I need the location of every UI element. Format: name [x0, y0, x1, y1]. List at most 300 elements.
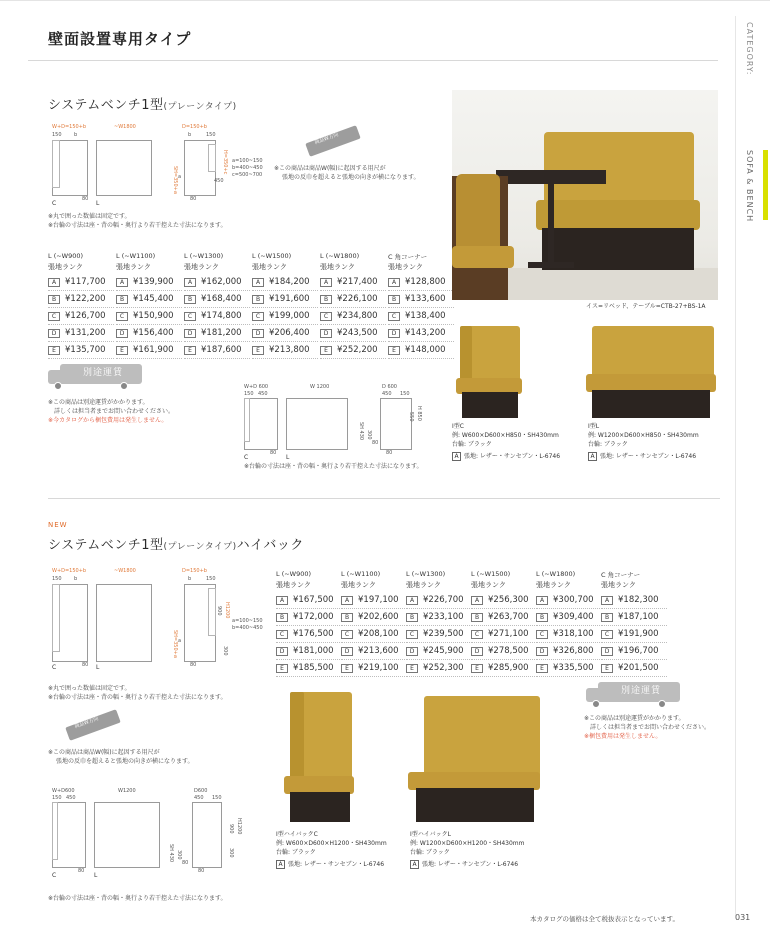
rank-badge: B: [388, 295, 400, 304]
rank-badge: C: [252, 312, 264, 321]
rank-badge: A: [252, 278, 264, 287]
dim-label: 150: [244, 391, 254, 397]
roll-note: 張地の反巾を超えると張地の向きが横になります。: [282, 174, 420, 181]
rank-badge: D: [320, 329, 332, 338]
price-row: [601, 660, 667, 677]
price-row: [184, 291, 250, 308]
price-value: ¥128,800: [405, 277, 446, 287]
dim-label: b: [188, 132, 192, 138]
price-row: [184, 325, 250, 342]
section2-title-sub: (プレーンタイプ): [163, 542, 237, 552]
rank-header: 張地ランク: [601, 581, 636, 589]
price-column: [116, 252, 182, 359]
product-fabric: [588, 452, 699, 461]
dim-label: 150: [52, 132, 62, 138]
rank-header: 張地ランク: [184, 263, 219, 271]
price-value: ¥213,800: [269, 345, 310, 355]
price-value: ¥176,500: [293, 629, 334, 639]
dim-label: H1200: [224, 602, 230, 619]
price-column: [536, 570, 602, 677]
rank-badge: B: [536, 613, 548, 622]
rank-badge: A: [406, 596, 418, 605]
section-divider: [48, 498, 720, 499]
rank-badge: D: [116, 329, 128, 338]
price-column: [184, 252, 250, 359]
product-name: I型ハイバックL: [410, 831, 451, 838]
rank-badge: D: [388, 329, 400, 338]
dim-label: 300: [366, 430, 372, 440]
product-spec: 例: W600×D600×H1200・SH430mm: [276, 840, 387, 847]
side-view: [192, 802, 222, 868]
product-caption: [410, 830, 525, 869]
price-value: ¥226,100: [337, 294, 378, 304]
dim-label: L: [94, 872, 98, 879]
price-value: ¥181,200: [201, 328, 242, 338]
side-section-label: SOFA & BENCH: [745, 150, 754, 223]
rank-badge: C: [184, 312, 196, 321]
price-row: [536, 660, 602, 677]
fixed-value-note: ※丸で囲った数値は固定です。: [48, 685, 131, 692]
price-value: ¥208,100: [358, 629, 399, 639]
price-value: ¥143,200: [405, 328, 446, 338]
price-value: ¥285,900: [488, 663, 529, 673]
price-value: ¥252,200: [337, 345, 378, 355]
product-name: I型ハイバックC: [276, 831, 318, 838]
rank-badge: D: [536, 647, 548, 656]
rank-badge: B: [48, 295, 60, 304]
product-base: 台輪: ブラック: [588, 441, 628, 448]
shipping-note: 詳しくは担当者までお問い合わせください。: [590, 724, 711, 731]
dim-label: W+D=150+b: [52, 124, 87, 130]
price-value: ¥138,400: [405, 311, 446, 321]
price-column: [406, 570, 472, 677]
price-value: ¥162,000: [201, 277, 242, 287]
rank-badge: C: [116, 312, 128, 321]
price-row: [471, 609, 537, 626]
price-row: [601, 626, 667, 643]
price-row: [116, 325, 182, 342]
dim-label: H=350+c: [222, 150, 228, 175]
dim-label: W+D=150+b: [52, 568, 87, 574]
price-column: [252, 252, 318, 359]
rank-badge: B: [471, 613, 483, 622]
price-row: [276, 592, 342, 609]
roll-label: 商品W方向: [313, 131, 340, 147]
dim-label: 150: [212, 795, 222, 801]
price-value: ¥256,300: [488, 595, 529, 605]
dim-label: SH=350+a: [172, 166, 178, 194]
price-value: ¥309,400: [553, 612, 594, 622]
section2-title: [48, 534, 304, 553]
base-size-note: ※台輪の寸法は座・背の幅・奥行より若干控えた寸法になります。: [48, 694, 227, 701]
shipping-badge-label: 別途運賃: [82, 368, 123, 378]
dim-label: D 600: [382, 384, 397, 390]
dim-label: a: [178, 174, 182, 180]
dim-label: b: [74, 576, 78, 582]
shipping-note: ※この商品は別途運賃がかかります。: [48, 399, 149, 406]
rank-badge: E: [252, 346, 264, 355]
front-view: [286, 398, 348, 450]
base-size-note: ※台輪の寸法は座・背の幅・奥行より若干控えた寸法になります。: [244, 463, 423, 470]
rank-header: 張地ランク: [471, 581, 506, 589]
dim-label: 150: [52, 576, 62, 582]
price-value: ¥233,100: [423, 612, 464, 622]
rank-header: 張地ランク: [388, 263, 423, 271]
dim-label: H 850: [416, 406, 422, 421]
dim-label: 80: [82, 662, 89, 668]
roll-note: ※この商品は商品W(幅)に起因する用尺が: [48, 749, 160, 756]
fabric-mark: A: [276, 860, 285, 869]
dim-label: C: [52, 664, 57, 671]
back-panel: [52, 584, 60, 652]
rank-badge: B: [406, 613, 418, 622]
price-value: ¥196,700: [618, 646, 659, 656]
price-row: [252, 342, 318, 359]
product-base: 台輪: ブラック: [276, 849, 316, 856]
section1-room-photo: [452, 90, 718, 300]
price-value: ¥148,000: [405, 345, 446, 355]
dim-label: 150: [400, 391, 410, 397]
price-column: [601, 570, 667, 677]
size-header: L (~W1800): [536, 570, 576, 578]
price-row: [276, 643, 342, 660]
price-value: ¥139,900: [133, 277, 174, 287]
size-header: C 角コーナー: [388, 253, 428, 261]
section2-dimension-example: [48, 788, 248, 884]
packing-note: ※今カタログから梱包費用は発生しません。: [48, 417, 168, 424]
product-fabric: [410, 860, 525, 869]
product-fabric: [452, 452, 560, 461]
price-value: ¥187,600: [201, 345, 242, 355]
price-row: [276, 660, 342, 677]
price-row: [116, 274, 182, 291]
side-view: [380, 398, 412, 450]
price-value: ¥135,700: [65, 345, 106, 355]
section1-dimension-diagram: [48, 122, 268, 212]
size-header: L (~W1500): [252, 252, 292, 260]
rank-header: 張地ランク: [276, 581, 311, 589]
price-row: [116, 291, 182, 308]
product-photo-long: [582, 322, 720, 420]
side-category-label: CATEGORY:: [745, 22, 754, 76]
product-spec: 例: W1200×D600×H1200・SH430mm: [410, 840, 525, 847]
product-caption: [452, 422, 560, 461]
base-size-note: ※台輪の寸法は座・背の幅・奥行より若干控えた寸法になります。: [48, 222, 227, 229]
price-row: [536, 609, 602, 626]
front-view: [94, 802, 160, 868]
dim-label: 80: [190, 196, 197, 202]
rank-badge: E: [184, 346, 196, 355]
price-value: ¥252,300: [423, 663, 464, 673]
rank-header: 張地ランク: [341, 581, 376, 589]
dim-label: 450: [194, 795, 204, 801]
dim-label: C: [52, 200, 57, 207]
rank-badge: A: [320, 278, 332, 287]
dim-label: 80: [78, 868, 85, 874]
rank-badge: E: [48, 346, 60, 355]
price-value: ¥185,500: [293, 663, 334, 673]
highback-long-illustration: [404, 692, 544, 824]
price-value: ¥156,400: [133, 328, 174, 338]
rank-badge: C: [471, 630, 483, 639]
price-value: ¥150,900: [133, 311, 174, 321]
fabric-roll-icon: [60, 708, 122, 746]
rank-badge: B: [184, 295, 196, 304]
rank-header: 張地ランク: [48, 263, 83, 271]
dim-label: C: [244, 454, 249, 461]
price-value: ¥161,900: [133, 345, 174, 355]
rank-badge: C: [406, 630, 418, 639]
price-value: ¥145,400: [133, 294, 174, 304]
rank-badge: E: [388, 346, 400, 355]
product-name: I型L: [588, 423, 600, 430]
product-base: 台輪: ブラック: [410, 849, 450, 856]
price-value: ¥234,800: [337, 311, 378, 321]
dim-label: 450: [382, 391, 392, 397]
dim-label: W1200: [118, 788, 136, 794]
dim-label: C: [52, 872, 57, 879]
dim-label: b: [74, 132, 78, 138]
product-fabric: [276, 860, 387, 869]
bench-room-illustration: [452, 90, 718, 300]
dim-label: 80: [190, 662, 197, 668]
section2-title-main: システムベンチ1型: [48, 538, 164, 553]
shipping-truck-icon: [48, 362, 142, 390]
product-caption: [276, 830, 387, 869]
price-row: [341, 660, 407, 677]
dim-label: W+D 600: [244, 384, 269, 390]
price-value: ¥263,700: [488, 612, 529, 622]
long-bench-illustration: [582, 322, 720, 420]
price-column: [320, 252, 386, 359]
price-row: [471, 626, 537, 643]
price-row: [388, 342, 454, 359]
dim-label: D=150+b: [182, 124, 207, 130]
rank-badge: C: [601, 630, 613, 639]
back-panel: [52, 802, 58, 860]
dim-label: 900: [216, 606, 222, 616]
price-value: ¥326,800: [553, 646, 594, 656]
rank-badge: D: [406, 647, 418, 656]
price-row: [471, 592, 537, 609]
fixed-value-note: ※丸で囲った数値は固定です。: [48, 213, 131, 220]
dim-label: 80: [82, 196, 89, 202]
dim-label: b=400~450: [232, 165, 263, 171]
price-row: [601, 643, 667, 660]
fabric-mark: A: [410, 860, 419, 869]
product-spec: 例: W600×D600×H850・SH430mm: [452, 432, 559, 439]
dim-label: SH=350+a: [172, 630, 178, 658]
rank-badge: E: [471, 664, 483, 673]
back-panel: [244, 398, 250, 442]
new-label: NEW: [48, 521, 68, 529]
rank-badge: D: [471, 647, 483, 656]
dim-label: 900: [228, 824, 234, 834]
price-value: ¥174,800: [201, 311, 242, 321]
roll-label: 商品W方向: [73, 715, 100, 731]
section2-title-suffix: ハイバック: [236, 538, 304, 553]
rank-badge: D: [184, 329, 196, 338]
price-value: ¥217,400: [337, 277, 378, 287]
price-value: ¥318,100: [553, 629, 594, 639]
size-header: L (~W900): [48, 252, 84, 260]
photo-caption: イス=リベッド、テーブル=CTB-27+BS-1A: [586, 303, 706, 310]
price-row: [601, 609, 667, 626]
product-photo-corner: [452, 322, 526, 420]
section1-title-sub: (プレーンタイプ): [163, 102, 237, 112]
dim-label: c=500~700: [232, 172, 263, 178]
price-value: ¥131,200: [65, 328, 106, 338]
page-number: 031: [735, 913, 751, 922]
packing-note: ※梱包費用は発生しません。: [584, 733, 662, 740]
size-header: L (~W1100): [116, 252, 156, 260]
price-value: ¥278,500: [488, 646, 529, 656]
section1-price-table: [48, 252, 448, 355]
price-row: [601, 592, 667, 609]
price-value: ¥202,600: [358, 612, 399, 622]
product-photo-highback-corner: [276, 688, 356, 824]
price-value: ¥182,300: [618, 595, 659, 605]
price-column: [276, 570, 342, 677]
roll-note: 張地の反巾を超えると張地の向きが横になります。: [56, 758, 194, 765]
price-value: ¥184,200: [269, 277, 310, 287]
price-value: ¥243,500: [337, 328, 378, 338]
price-value: ¥187,100: [618, 612, 659, 622]
price-row: [252, 308, 318, 325]
price-row: [252, 274, 318, 291]
rank-badge: C: [341, 630, 353, 639]
price-row: [320, 274, 386, 291]
price-value: ¥168,400: [201, 294, 242, 304]
corner-bench-illustration: [452, 322, 526, 420]
rank-badge: B: [601, 613, 613, 622]
product-base: 台輪: ブラック: [452, 441, 492, 448]
dim-label: 150: [206, 132, 216, 138]
back-cushion: [208, 588, 216, 636]
page-title: 壁面設置専用タイプ: [48, 30, 192, 48]
rank-badge: D: [276, 647, 288, 656]
price-row: [341, 643, 407, 660]
dim-label: 300: [222, 646, 228, 656]
rank-badge: E: [536, 664, 548, 673]
fabric-value: 張地: レザー・サンセブン・L-6746: [464, 453, 561, 460]
rank-badge: A: [48, 278, 60, 287]
rank-badge: A: [601, 596, 613, 605]
dim-label: a=100~150: [232, 618, 263, 624]
back-panel: [52, 140, 60, 188]
dim-label: ~W1800: [114, 568, 136, 574]
dim-label: 150: [52, 795, 62, 801]
rank-badge: A: [276, 596, 288, 605]
dim-label: 80: [372, 440, 379, 446]
shipping-note: ※この商品は別途運賃がかかります。: [584, 715, 685, 722]
price-row: [320, 342, 386, 359]
price-value: ¥172,000: [293, 612, 334, 622]
price-value: ¥300,700: [553, 595, 594, 605]
size-header: C 角コーナー: [601, 571, 641, 579]
rank-badge: D: [341, 647, 353, 656]
price-row: [341, 592, 407, 609]
price-row: [48, 325, 114, 342]
highback-corner-illustration: [276, 688, 356, 824]
price-column: [388, 252, 454, 359]
dim-label: W+D600: [52, 788, 75, 794]
price-row: [184, 274, 250, 291]
front-view: [96, 584, 152, 662]
shipping-truck-icon: [586, 680, 680, 708]
price-column: [471, 570, 537, 677]
price-row: [388, 274, 454, 291]
side-accent-bar: [763, 150, 768, 220]
rank-header: 張地ランク: [252, 263, 287, 271]
price-value: ¥191,600: [269, 294, 310, 304]
rank-badge: A: [184, 278, 196, 287]
price-row: [184, 342, 250, 359]
size-header: L (~W900): [276, 570, 312, 578]
price-row: [341, 626, 407, 643]
product-caption: [588, 422, 699, 461]
price-row: [388, 325, 454, 342]
rank-badge: D: [252, 329, 264, 338]
fabric-mark: A: [588, 452, 597, 461]
dim-label: W 1200: [310, 384, 330, 390]
rank-badge: C: [320, 312, 332, 321]
dim-label: a: [178, 638, 182, 644]
price-row: [48, 291, 114, 308]
price-row: [536, 592, 602, 609]
price-row: [471, 643, 537, 660]
price-value: ¥199,000: [269, 311, 310, 321]
dim-label: 80: [198, 868, 205, 874]
price-row: [320, 291, 386, 308]
fabric-value: 張地: レザー・サンセブン・L-6746: [422, 861, 519, 868]
rank-badge: E: [601, 664, 613, 673]
dim-label: 550: [408, 412, 414, 422]
price-value: ¥126,700: [65, 311, 106, 321]
price-value: ¥197,100: [358, 595, 399, 605]
front-view: [96, 140, 152, 196]
rank-badge: B: [341, 613, 353, 622]
rank-badge: B: [252, 295, 264, 304]
price-row: [536, 626, 602, 643]
price-row: [388, 291, 454, 308]
price-value: ¥206,400: [269, 328, 310, 338]
rank-badge: E: [276, 664, 288, 673]
fabric-value: 張地: レザー・サンセブン・L-6746: [600, 453, 697, 460]
price-value: ¥191,900: [618, 629, 659, 639]
rank-header: 張地ランク: [406, 581, 441, 589]
dim-label: b: [188, 576, 192, 582]
dim-label: L: [286, 454, 290, 461]
price-row: [48, 308, 114, 325]
price-row: [276, 609, 342, 626]
rank-badge: C: [48, 312, 60, 321]
price-value: ¥167,500: [293, 595, 334, 605]
price-row: [48, 274, 114, 291]
base-size-note: ※台輪の寸法は座・背の幅・奥行より若干控えた寸法になります。: [48, 895, 227, 902]
rank-header: 張地ランク: [320, 263, 355, 271]
dim-label: b=400~450: [232, 625, 263, 631]
dim-label: 80: [182, 860, 189, 866]
price-row: [276, 626, 342, 643]
size-header: L (~W1100): [341, 570, 381, 578]
section2-dimension-diagram: [48, 566, 268, 678]
dim-label: 300: [176, 850, 182, 860]
price-row: [406, 643, 472, 660]
fabric-roll-icon: [300, 124, 362, 162]
dim-label: SH 430: [168, 844, 174, 863]
dim-label: 150: [206, 576, 216, 582]
